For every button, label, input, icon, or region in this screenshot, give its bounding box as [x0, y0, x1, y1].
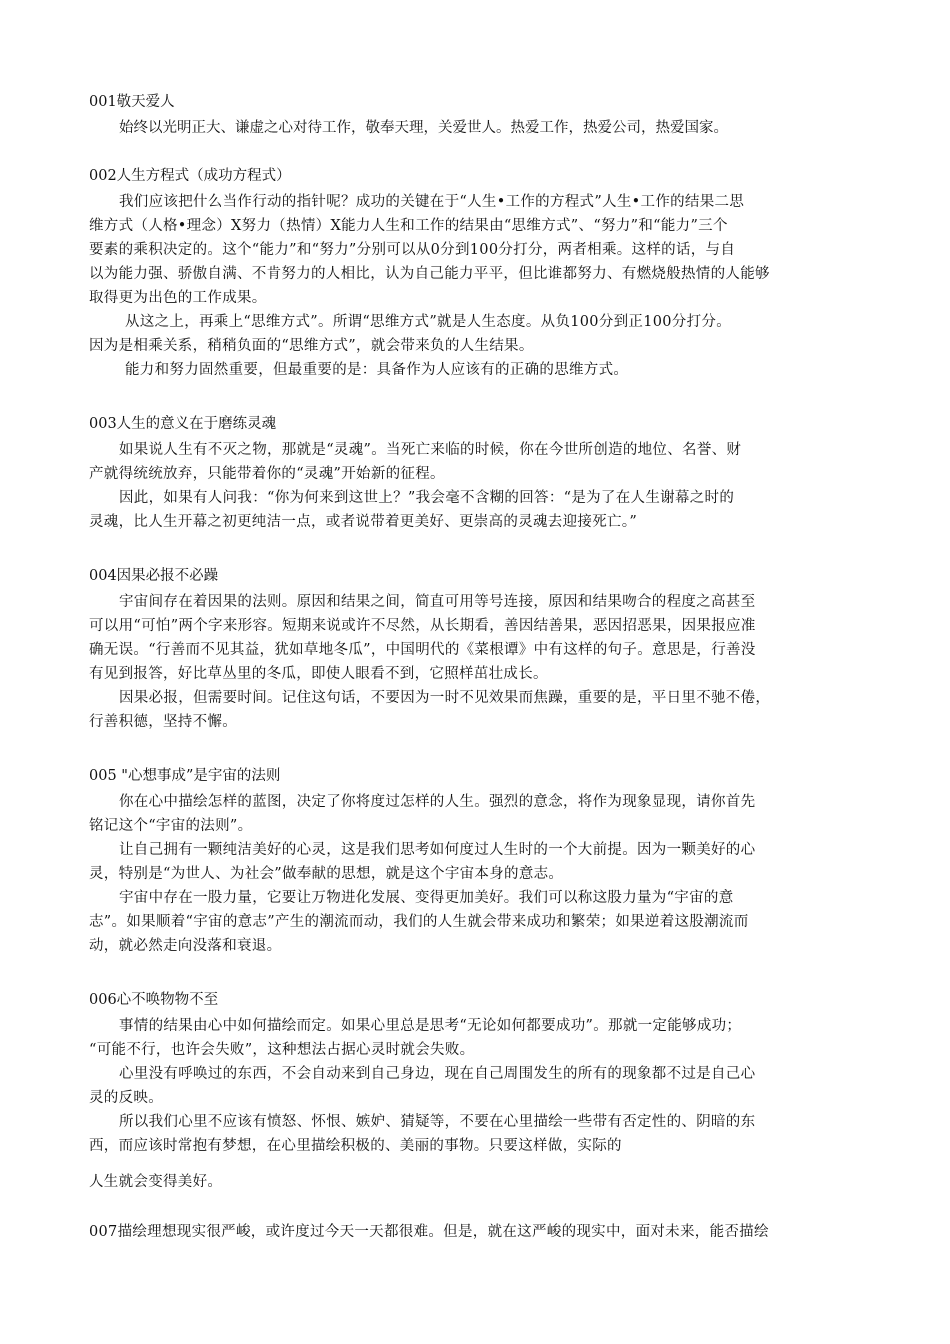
paragraph-line: 始终以光明正大、谦虚之心对待工作，敬奉天理，关爱世人。热爱工作，热爱公司，热爱国家。 [119, 120, 728, 136]
section-001 [89, 92, 869, 138]
paragraph [89, 310, 869, 358]
paragraph-line: 有见到报答，好比草丛里的冬瓜，即使人眼看不到，它照样茁壮成长。 [89, 666, 548, 682]
paragraph-line: 铭记这个“宇宙的法则”。 [89, 818, 253, 834]
paragraph [89, 686, 869, 734]
paragraph-line: 取得更为出色的工作成果。 [89, 290, 267, 306]
paragraph-line: 因果必报，但需要时间。记住这句话，不要因为一时不见效果而焦躁，重要的是，平日里不驰不倦， [119, 690, 771, 706]
paragraph-line: 从这之上，再乘上“思维方式”。所谓“思维方式”就是人生态度。从负100分到正100分打分。 [125, 314, 731, 330]
paragraph-line: 确无误。“行善而不见其益，犹如草地冬瓜”，中国明代的《菜根谭》中有这样的句子。意思是，行善没 [89, 642, 756, 658]
paragraph [89, 790, 869, 838]
paragraph [89, 886, 869, 958]
paragraph-line: 心里没有呼唤过的东西，不会自动来到自己身边，现在自己周围发生的所有的现象都不过是自己心 [119, 1066, 756, 1082]
paragraph-line: 宇宙中存在一股力量，它要让万物进化发展、变得更加美好。我们可以称这股力量为“宇宙的意 [119, 890, 734, 906]
paragraph [89, 1170, 869, 1194]
section-007 [89, 1220, 869, 1244]
paragraph-line: 灵，特别是“为世人、为社会”做奉献的思想，就是这个宇宙本身的意志。 [89, 866, 564, 882]
section-title: 005 "心想事成”是宇宙的法则 [89, 768, 281, 784]
section-title: 001敬天爱人 [89, 94, 175, 110]
paragraph-line: 维方式（人格•理念）X努力（热情）X能力人生和工作的结果由“思维方式”、“努力”和“能力”三个 [89, 218, 728, 234]
section-003 [89, 414, 869, 534]
paragraph-line: 能力和努力固然重要，但最重要的是：具备作为人应该有的正确的思维方式。 [125, 362, 629, 378]
paragraph-line: 灵魂，比人生开幕之初更纯洁一点，或者说带着更美好、更崇高的灵魂去迎接死亡。” [89, 514, 638, 530]
paragraph-line: 可以用“可怕”两个字来形容。短期来说或许不尽然，从长期看，善因结善果，恶因招恶果，因果报应准 [89, 618, 756, 634]
paragraph-line: 要素的乘积决定的。这个“能力”和“努力”分别可以从0分到100分打分，两者相乘。这样的话，与自 [89, 242, 736, 258]
paragraph-line: 你在心中描绘怎样的蓝图，决定了你将度过怎样的人生。强烈的意念，将作为现象显现，请你首先 [119, 794, 756, 810]
paragraph-line: 行善积德，坚持不懈。 [89, 714, 237, 730]
paragraph [89, 486, 869, 534]
section-title: 004因果必报不必躁 [89, 568, 219, 584]
paragraph [89, 1062, 869, 1110]
section-title: 002人生方程式（成功方程式） [89, 168, 291, 184]
section-title-line: 007描绘理想现实很严峻，或许度过今天一天都很难。但是，就在这严峻的现实中，面对未来，能否描绘 [89, 1224, 769, 1240]
paragraph-line: 让自己拥有一颗纯洁美好的心灵，这是我们思考如何度过人生时的一个大前提。因为一颗美好的心 [119, 842, 756, 858]
paragraph-line: 动，就必然走向没落和衰退。 [89, 938, 282, 954]
paragraph-line: 志”。如果顺着“宇宙的意志”产生的潮流而动，我们的人生就会带来成功和繁荣；如果逆着这股潮流而 [89, 914, 749, 930]
section-002 [89, 166, 869, 382]
paragraph [89, 1110, 869, 1158]
paragraph-line: 西，而应该时常抱有梦想，在心里描绘积极的、美丽的事物。只要这样做，实际的 [89, 1138, 622, 1154]
paragraph-line: 我们应该把什么当作行动的指针呢？成功的关键在于“人生•工作的方程式”人生•工作的结果二思 [119, 194, 745, 210]
paragraph-line: 人生就会变得美好。 [89, 1174, 223, 1190]
paragraph [89, 438, 869, 486]
paragraph-line: 因此，如果有人问我：“你为何来到这世上？”我会毫不含糊的回答：“是为了在人生谢幕之时的 [119, 490, 735, 506]
paragraph-line: 以为能力强、骄傲自满、不肯努力的人相比，认为自己能力平平，但比谁都努力、有燃烧般热情的人能够 [89, 266, 770, 282]
paragraph-line: 所以我们心里不应该有愤怒、怀恨、嫉妒、猜疑等，不要在心里描绘一些带有否定性的、阴暗的东 [119, 1114, 756, 1130]
paragraph-line: 宇宙间存在着因果的法则。原因和结果之间，简直可用等号连接，原因和结果吻合的程度之高甚至 [119, 594, 756, 610]
paragraph-line: 如果说人生有不灭之物，那就是“灵魂”。当死亡来临的时候，你在今世所创造的地位、名誉、财 [119, 442, 742, 458]
section-title: 006心不唤物物不至 [89, 992, 219, 1008]
paragraph [89, 838, 869, 886]
paragraph-line: 灵的反映。 [89, 1090, 163, 1106]
paragraph-line: 事情的结果由心中如何描绘而定。如果心里总是思考“无论如何都要成功”。那就一定能够成功； [119, 1018, 742, 1034]
paragraph-line: “可能不行，也许会失败”，这种想法占据心灵时就会失败。 [89, 1042, 475, 1058]
paragraph [89, 190, 869, 310]
paragraph-line: 产就得统统放弃，只能带着你的“灵魂”开始新的征程。 [89, 466, 445, 482]
paragraph [89, 590, 869, 686]
section-004 [89, 566, 869, 734]
section-006 [89, 990, 869, 1194]
section-title: 003人生的意义在于磨练灵魂 [89, 416, 277, 432]
section-005 [89, 766, 869, 958]
paragraph [89, 358, 869, 382]
paragraph-line: 因为是相乘关系，稍稍负面的“思维方式”，就会带来负的人生结果。 [89, 338, 534, 354]
paragraph [89, 1014, 869, 1062]
